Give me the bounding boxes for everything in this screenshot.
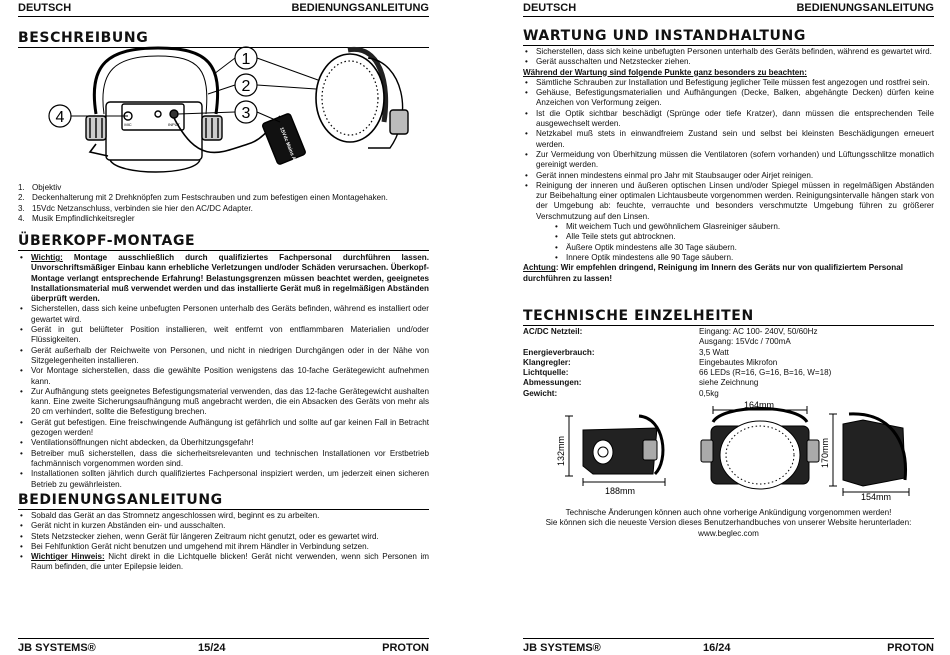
header-language: DEUTSCH — [18, 2, 72, 14]
callout-1: 1 — [241, 51, 251, 68]
list-item: • Sämtliche Schrauben zur Installation und Befestigung jeglicher Teile müssen fest angezogen und rostfrei sein. — [523, 78, 934, 88]
list-item: • Vor Montage sicherstellen, dass die gewählte Position wenigstens das 10-fache Gerätegewicht aufnehmen kann. — [18, 366, 429, 387]
table-row: Ausgang: 15Vdc / 700mA — [699, 337, 791, 347]
dim-label-width-1: 188mm — [605, 486, 636, 496]
list-item: 2. Deckenhalterung mit 2 Drehknöpfen zum Festschrauben und zum befestigen einen Montagehaken. — [18, 193, 388, 203]
adapter-label: 15Vdc Mains Adapter — [278, 126, 303, 176]
table-row: Energieverbrauch: 3,5 Watt — [523, 347, 729, 357]
section-title-bedienung: BEDIENUNGSANLEITUNG — [18, 492, 429, 510]
website-link[interactable]: www.beglec.com — [698, 528, 759, 538]
dim-label-height-2: 170mm — [820, 437, 830, 468]
list-item: 1. Objektiv — [18, 183, 62, 192]
page-footer — [523, 638, 934, 655]
panel-label-input: INPUT — [168, 122, 180, 127]
page-footer — [18, 638, 429, 655]
list-item: • Reinigung der inneren und äußeren optischen Linsen und/oder Spiegel müssen in regelmäßigen Abständen zur Beibehaltung einer optimalen Lichtausbeute vorgenommen werden. Reinigungsintervalle hängen stark von der Umgebung ab: feuchte, verrauchte und besonders verschmutzte Umgebung führen zu größerer Verschmutzung auf den Linsen. • Mit weichem Tuch und gewöhnlichem Glasreiniger säubern. • Alle Teile stets gut abtrocknen. • Äußere Optik mindestens alle 30 Tage säubern. • Innere Optik mindestens alle 90 Tage säubern. — [523, 181, 934, 263]
section-title-technische: TECHNISCHE EINZELHEITEN — [523, 308, 934, 326]
list-item: • Zur Vermeidung von Überhitzung müssen die Ventilatoren (sofern vorhanden) und Lüftungsschlitze monatlich gereinigt werden. — [523, 150, 934, 171]
warning-item: • Wichtig: Montage ausschließlich durch qualifiziertes Fachpersonal durchführen lassen. Unvorschriftsmäßiger Einbau kann erhebliche Verletzungen und/oder Schäden verursachen. Überkopf-Montage verlangt entsprechende Erfahrung! Belastungsgrenzen müssen beachtet werden, geeignetes Installationsmaterial muß verwendet werden und das installierte Gerät muß in regelmäßigen Abständen überprüft werden. — [18, 253, 429, 304]
spec-table — [523, 327, 831, 399]
footer-brand: JB SYSTEMS® — [523, 642, 601, 654]
montage-list — [18, 253, 429, 490]
sub-list-item: • Alle Teile stets gut abtrocknen. — [554, 232, 934, 242]
page-header — [18, 2, 429, 17]
footnote-download: Sie können sich die neueste Version dieses Benutzerhandbuches von unserer Website herunterladen: — [545, 518, 912, 528]
page-header — [523, 2, 934, 17]
table-row: Abmessungen: siehe Zeichnung — [523, 378, 759, 388]
list-item: • Installationen sollten jährlich durch qualifiziertes Fachpersonal inspiziert werden, um jederzeit einen sicheren Betrieb zu gewährleisten. — [18, 469, 429, 490]
list-item: 3. 15Vdc Netzanschluss, verbinden sie hier den AC/DC Adapter. — [18, 203, 253, 213]
dim-label-width-2: 164mm — [744, 400, 775, 410]
section-title-wartung: WARTUNG UND INSTANDHALTUNG — [523, 28, 934, 46]
left-page — [18, 0, 429, 654]
list-item: • Sobald das Gerät an das Stromnetz angeschlossen wird, beginnt es zu arbeiten. — [18, 511, 429, 521]
list-item: • Ist die Optik sichtbar beschädigt (Sprünge oder tiefe Kratzer), dann müssen die entsprechenden Teile ausgewechselt werden. — [523, 109, 934, 130]
list-item: • Gerät ausschalten und Netzstecker ziehen. — [523, 57, 934, 67]
header-document-title: BEDIENUNGSANLEITUNG — [291, 2, 429, 14]
footer-page-number: 16/24 — [703, 642, 731, 654]
sub-list-item: • Innere Optik mindestens alle 90 Tage säubern. — [554, 253, 934, 263]
footer-page-number: 15/24 — [198, 642, 226, 654]
footnotes — [523, 508, 934, 539]
dimension-drawings — [543, 400, 923, 500]
table-row: Gewicht: 0,5kg — [523, 388, 719, 398]
hint-item: • Wichtiger Hinweis: Nicht direkt in die Lichtquelle blicken! Gerät nicht verwenden, wenn sich Personen im Raum befinden, die unter Epilepsie leiden. — [18, 552, 429, 573]
list-item: • Gerät innen mindestens einmal pro Jahr mit Staubsauger oder Airjet reinigen. — [523, 171, 934, 181]
list-item: • Stets Netzstecker ziehen, wenn Gerät für längeren Zeitraum nicht genutzt, oder es gewartet wird. — [18, 532, 429, 542]
footnote-changes: Technische Änderungen können auch ohne vorherige Ankündigung vorgenommen werden! — [565, 508, 892, 517]
sub-list-item: • Mit weichem Tuch und gewöhnlichem Glasreiniger säubern. — [554, 222, 934, 232]
product-diagram — [18, 44, 429, 180]
footer-product: PROTON — [382, 642, 429, 654]
list-item: 4. Musik Empfindlichkeitsregler — [18, 213, 135, 223]
section-title-montage: ÜBERKOPF-MONTAGE — [18, 233, 429, 251]
callout-2: 2 — [241, 78, 251, 95]
panel-label-mic: MIC — [124, 122, 132, 127]
wartung-subheading: Während der Wartung sind folgende Punkte ganz besonders zu beachten: — [523, 67, 807, 77]
callout-4: 4 — [55, 109, 65, 126]
table-row: Klangregler: Eingebautes Mikrofon — [523, 357, 778, 367]
list-item: • Gerät gut befestigen. Eine freischwingende Aufhängung ist gefährlich und sollte auf gar keinen Fall in Betracht gezogen werden! — [18, 418, 429, 439]
list-item: • Gehäuse, Befestigungsmaterialien und Aufhängungen (Decke, Balken, abgehängte Decken) dürfen keine Anzeichen von Verformung zeigen. — [523, 88, 934, 109]
list-item: • Gerät in gut belüfteter Position installieren, weit entfernt von entflammbaren Materialien und/oder Flüssigkeiten. — [18, 325, 429, 346]
beschreibung-list — [18, 183, 429, 224]
right-page — [523, 0, 934, 654]
wartung-list — [523, 47, 934, 284]
list-item: • Gerät außerhalb der Reichweite von Personen, und nicht in niedrigen Durchgängen oder in der Nähe von Sitzgelegenheiten installieren. — [18, 346, 429, 367]
footer-brand: JB SYSTEMS® — [18, 642, 96, 654]
header-language: DEUTSCH — [523, 2, 577, 14]
list-item: • Sicherstellen, dass sich keine unbefugten Personen unterhalb des Geräts befinden, während es installiert oder gewartet wird. — [18, 304, 429, 325]
list-item: • Ventilationsöffnungen nicht abdecken, da Überhitzungsgefahr! — [18, 438, 429, 448]
sub-list-item: • Äußere Optik mindestens alle 30 Tage säubern. — [554, 243, 934, 253]
list-item: • Gerät nicht in kurzen Abständen ein- und ausschalten. — [18, 521, 429, 531]
dim-label-height-1: 132mm — [556, 435, 566, 466]
wartung-note: Achtung: Wir empfehlen dringend, Reinigung im Innern des Geräts nur von qualifiziertem Personal durchführen zu lassen! — [523, 263, 903, 283]
table-row: Lichtquelle: 66 LEDs (R=16, G=16, B=16, W=18) — [523, 368, 832, 378]
list-item: • Betreiber muß sicherstellen, dass die sicherheitsrelevanten und technischen Installationen vor Erstbetrieb fachmännisch vorgenommen worden sind. — [18, 449, 429, 470]
header-document-title: BEDIENUNGSANLEITUNG — [796, 2, 934, 14]
callout-3: 3 — [241, 105, 251, 122]
list-item: • Netzkabel muß stets in einwandfreiem Zustand sein und selbst bei kleinsten Beschädigungen erneuert werden. — [523, 129, 934, 150]
table-row: AC/DC Netzteil: Eingang: AC 100- 240V, 50/60Hz — [523, 327, 818, 336]
bedienung-list — [18, 511, 429, 573]
section-title-beschreibung: BESCHREIBUNG — [18, 30, 429, 48]
list-item: • Sicherstellen, dass sich keine unbefugten Personen unterhalb des Geräts befinden, während es gewartet wird. — [523, 47, 934, 57]
dim-label-width-3: 154mm — [861, 492, 892, 500]
list-item: • Bei Fehlfunktion Gerät nicht benutzen und umgehend mit ihrem Händler in Verbindung setzen. — [18, 542, 429, 552]
footer-product: PROTON — [887, 642, 934, 654]
list-item: • Zur Aufhängung stets geeignetes Befestigungsmaterial verwenden, das das 12-fache Gerätegewicht aushalten kann. Eine zweite Sicherungsaufhängung muß angebracht werden, die ein Absacken des Geräts von mehr als 20 cm verhindert, sollte die Befestigung brechen. — [18, 387, 429, 418]
